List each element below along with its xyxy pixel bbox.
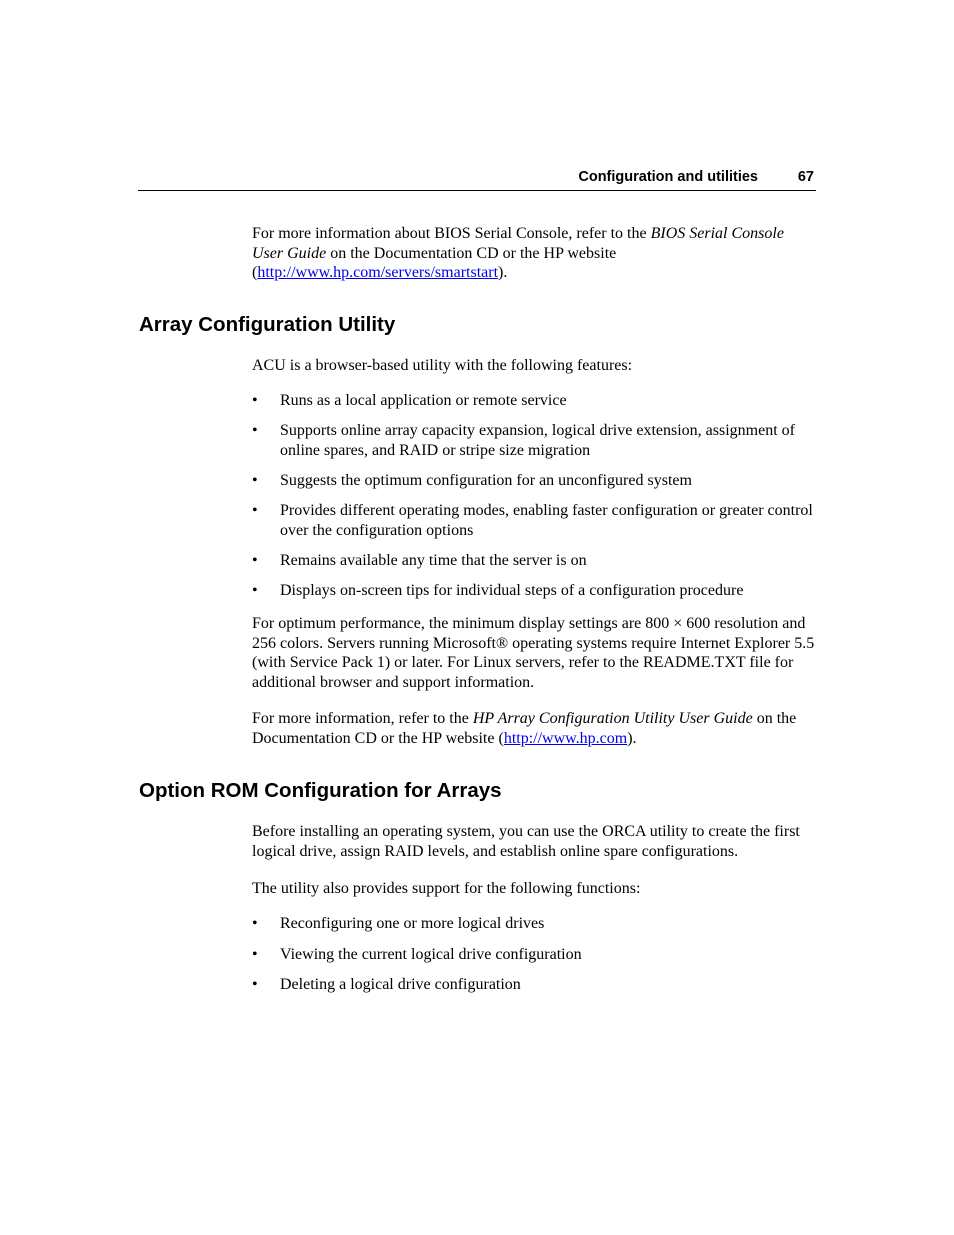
list-item-text: Supports online array capacity expansion, logical drive extension, assignment of online spares, and RAID or stripe size migration <box>280 422 795 459</box>
list-item <box>252 471 692 491</box>
list-item-text: Deleting a logical drive configuration <box>280 976 521 993</box>
bullet-icon: • <box>252 502 258 519</box>
hp-website-link[interactable]: http://www.hp.com <box>503 729 628 747</box>
bullet-icon: • <box>252 946 258 963</box>
bullet-icon: • <box>252 915 258 932</box>
acu-more-text-post: ). <box>627 729 637 747</box>
list-item <box>252 581 743 601</box>
acu-heading: Array Configuration Utility <box>139 313 396 336</box>
list-item-text: Viewing the current logical drive configuration <box>280 946 582 963</box>
orca-heading: Option ROM Configuration for Arrays <box>139 779 502 802</box>
header-section-name: Configuration and utilities <box>578 169 758 185</box>
list-item <box>252 391 567 411</box>
list-item <box>252 975 521 995</box>
running-header <box>138 168 816 191</box>
page-number: 67 <box>797 169 814 185</box>
bullet-icon: • <box>252 422 258 439</box>
list-item-text: Remains available any time that the server is on <box>280 552 587 569</box>
list-item <box>252 551 587 571</box>
intro-text-pre: For more information about BIOS Serial Console, refer to the <box>252 225 651 242</box>
acu-lead: ACU is a browser-based utility with the following features: <box>252 357 633 374</box>
list-item-text: Suggests the optimum configuration for an unconfigured system <box>280 472 692 489</box>
orca-functions-lead: The utility also provides support for the following functions: <box>252 880 641 897</box>
orca-intro-paragraph: Before installing an operating system, you can use the ORCA utility to create the first logical drive, assign RAID levels, and establish online spare configurations. <box>252 823 800 860</box>
intro-doc-title: BIOS Serial Console User Guide <box>252 225 784 262</box>
bullet-icon: • <box>252 472 258 489</box>
list-item-text: Reconfiguring one or more logical drives <box>280 915 545 932</box>
intro-text-mid: on the Documentation CD or the HP website ( <box>252 244 617 281</box>
bullet-icon: • <box>252 392 258 409</box>
bullet-icon: • <box>252 552 258 569</box>
intro-paragraph <box>252 224 816 283</box>
list-item-text: Provides different operating modes, enabling faster configuration or greater control over the configuration options <box>280 502 813 539</box>
acu-more-info-paragraph <box>252 709 816 748</box>
list-item-text: Displays on-screen tips for individual steps of a configuration procedure <box>280 582 744 599</box>
acu-performance-paragraph: For optimum performance, the minimum display settings are 800 × 600 resolution and 256 colors. Servers running Microsoft® operating systems require Internet Explorer 5.5 (with Service Pack 1) or later. For Linux servers, refer to the README.TXT file for additional browser and support information. <box>252 615 815 691</box>
smartstart-link[interactable]: http://www.hp.com/servers/smartstart <box>257 264 499 281</box>
list-item <box>252 945 582 965</box>
list-item <box>252 914 544 934</box>
bullet-icon: • <box>252 582 258 599</box>
list-item <box>252 501 816 540</box>
acu-guide-title: HP Array Configuration Utility User Guide <box>472 710 753 727</box>
list-item <box>252 421 816 460</box>
bullet-icon: • <box>252 976 258 993</box>
list-item-text: Runs as a local application or remote service <box>280 392 567 409</box>
acu-more-text-mid: on the Documentation CD or the HP website ( <box>252 710 797 747</box>
intro-text-post: ). <box>498 264 508 281</box>
acu-more-text-pre: For more information, refer to the <box>252 710 473 727</box>
